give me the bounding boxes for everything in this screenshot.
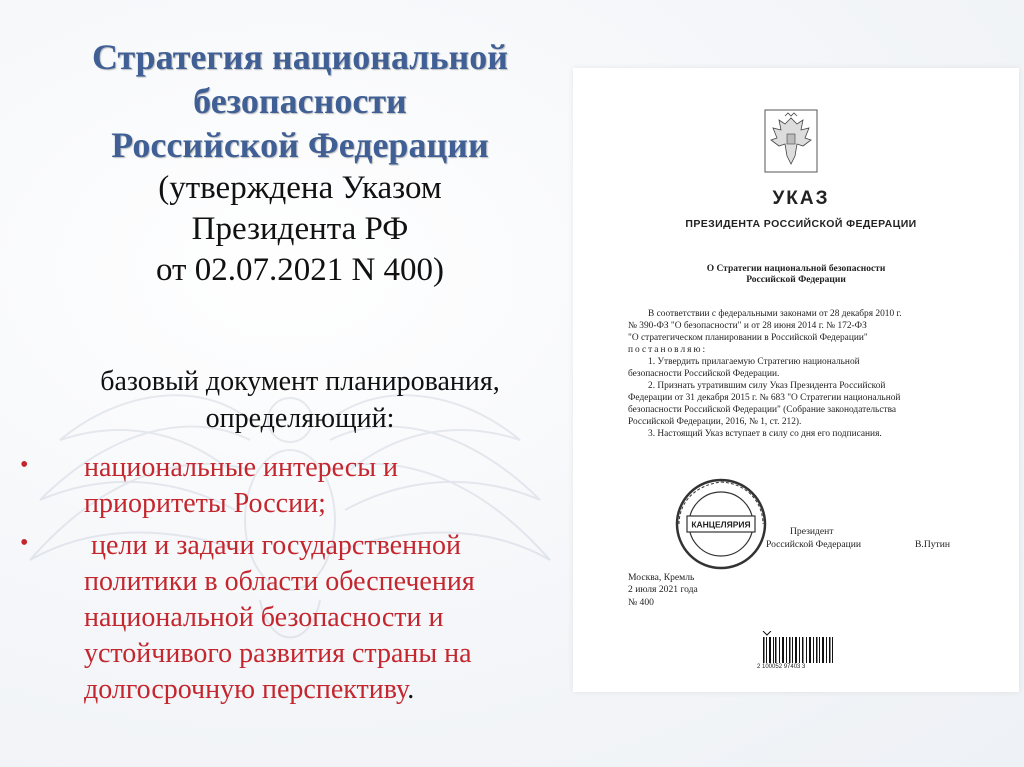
- signer-role: Президент: [790, 526, 834, 537]
- title-line: безопасности: [193, 80, 407, 121]
- decree-body-line: "О стратегическом планировании в Российской Федерации": [628, 333, 868, 344]
- approval-line: (утверждена Указом: [158, 169, 442, 206]
- place-line: Москва, Кремль: [628, 572, 695, 583]
- bullet-list: [14, 450, 569, 714]
- decree-body-line: Российской Федерации, 2016, № 1, ст. 212).: [628, 417, 802, 428]
- intro-line: базовый документ планирования,: [100, 366, 500, 397]
- barcode-icon: [761, 631, 835, 665]
- bullet-line: национальные интересы и: [84, 452, 398, 483]
- date-line: 2 июля 2021 года: [628, 584, 698, 596]
- bullet-marker: •: [20, 529, 29, 556]
- approval-line: Президента РФ: [191, 210, 409, 247]
- decree-body-line: № 390-ФЗ "О безопасности" и от 28 июня 2014 г. № 172-ФЗ: [628, 321, 867, 332]
- decree-heading: [573, 264, 1019, 287]
- bullet-marker: •: [20, 452, 29, 478]
- stamp-label: КАНЦЕЛЯРИЯ: [691, 519, 751, 530]
- bullet-period: .: [407, 673, 415, 705]
- chancellery-stamp-icon: [673, 476, 769, 572]
- decree-body-line: 3. Настоящий Указ вступает в силу со дня его подписания.: [648, 429, 882, 440]
- decree-body-line: безопасности Российской Федерации" (Собрание законодательства: [628, 405, 897, 416]
- signer-role: Российской Федерации: [766, 538, 861, 550]
- bullet-line: [84, 672, 569, 708]
- decree-body-line: Федерации от 31 декабря 2015 г. № 683 "О Стратегии национальной: [628, 393, 901, 404]
- bullet-line: национальной безопасности и: [84, 601, 444, 633]
- bullet-line: устойчивого развития страны на: [84, 637, 472, 669]
- bullet-line-text: долгосрочную перспективу: [84, 673, 408, 705]
- decree-body-line: 2. Признать утратившим силу Указ Президента Российской: [648, 381, 886, 392]
- signature-block: [738, 526, 968, 552]
- decree-body-line: безопасности Российской Федерации.: [628, 369, 780, 380]
- number-line: № 400: [628, 596, 654, 608]
- intro-text: [20, 364, 580, 438]
- barcode-number: 2 100052 97403 3: [757, 664, 806, 670]
- bullet-item: [14, 528, 569, 708]
- intro-line: определяющий:: [205, 402, 395, 434]
- bullet-line: цели и задачи государственной: [84, 529, 462, 561]
- signature-row: [738, 539, 968, 552]
- title-line: Российской Федерации: [111, 124, 489, 165]
- decree-body-line: постановляю:: [628, 345, 708, 356]
- bullet-item: [14, 450, 569, 522]
- decree-body: [628, 308, 963, 440]
- decree-heading-line: О Стратегии национальной безопасности: [706, 264, 886, 274]
- decree-body-line: 1. Утвердить прилагаемую Стратегию национальной: [648, 357, 860, 368]
- bullet-line: приоритеты России;: [84, 487, 326, 519]
- decree-body-line: В соответствии с федеральными законами от 28 декабря 2010 г.: [648, 309, 902, 319]
- title-line: Стратегия национальной: [92, 37, 508, 77]
- place-date-block: [628, 572, 698, 609]
- slide-heading: [30, 36, 570, 291]
- decree-heading-line: Российской Федерации: [746, 275, 846, 286]
- bullet-line: политики в области обеспечения: [84, 565, 475, 597]
- decree-document-image: [573, 68, 1019, 692]
- decree-title: УКАЗ: [772, 188, 830, 209]
- decree-subtitle: ПРЕЗИДЕНТА РОССИЙСКОЙ ФЕДЕРАЦИИ: [685, 218, 917, 230]
- approval-line: от 02.07.2021 N 400): [155, 252, 445, 289]
- signer-name: В.Путин: [915, 538, 950, 550]
- coat-of-arms-icon: [761, 108, 821, 174]
